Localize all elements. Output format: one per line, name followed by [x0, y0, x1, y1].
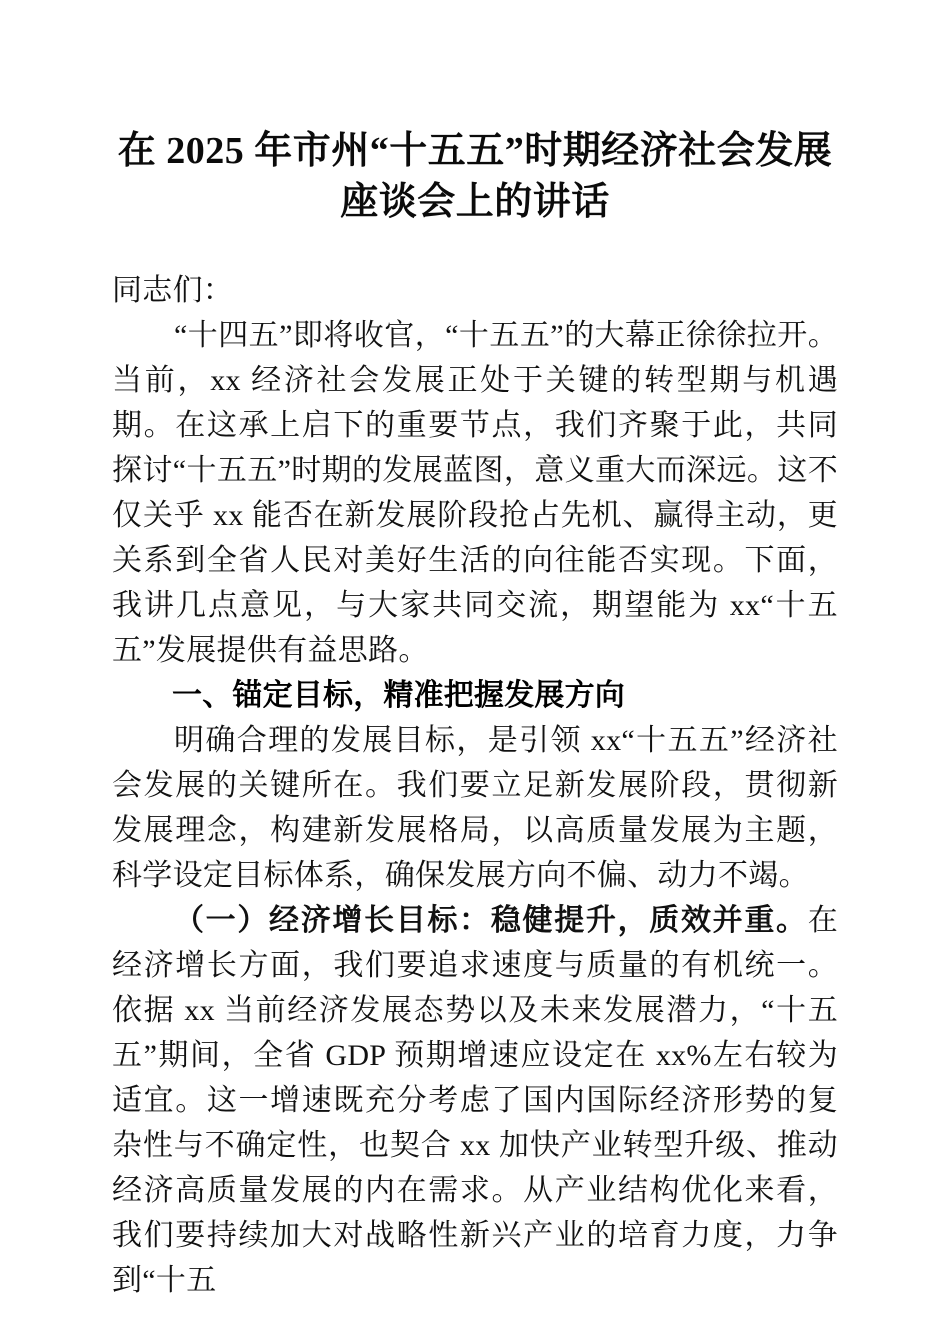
document-body	[112, 268, 838, 1303]
subsection-1-lead: （一）经济增长目标：稳健提升，质效并重。	[174, 904, 808, 937]
paragraph-intro: “十四五”即将收官，“十五五”的大幕正徐徐拉开。当前，xx 经济社会发展正处于关键的转型期与机遇期。在这承上启下的重要节点，我们齐聚于此，共同探讨“十五五”时期的发展蓝图，意义重大而深远。这不仅关乎 xx 能否在新发展阶段抢占先机、赢得主动，更关系到全省人民对美好生活的向往能否实现。下面，我讲几点意见，与大家共同交流，期望能为 xx“十五五”发展提供有益思路。	[112, 319, 838, 667]
page-title-line-2: 座谈会上的讲话	[340, 181, 610, 223]
section-heading-1: 一、锚定目标，精准把握发展方向	[172, 679, 625, 712]
document-content	[112, 0, 838, 1303]
page-title-line-1: 在 2025 年市州“十五五”时期经济社会发展	[117, 130, 833, 172]
subsection-1-body: 在经济增长方面，我们要追求速度与质量的有机统一。依据 xx 当前经济发展态势以及未来发展潜力，“十五五”期间，全省 GDP 预期增速应设定在 xx%左右较为适宜。这一增速既充分考虑了国内国际经济形势的复杂性与不确定性，也契合 xx 加快产业转型升级、推动经济高质量发展的内在需求。从产业结构优化来看，我们要持续加大对战略性新兴产业的培育力度，力争到“十五	[112, 904, 838, 1297]
paragraph-section-1: 明确合理的发展目标，是引领 xx“十五五”经济社会发展的关键所在。我们要立足新发展阶段，贯彻新发展理念，构建新发展格局，以高质量发展为主题，科学设定目标体系，确保发展方向不偏、动力不竭。	[112, 724, 838, 892]
salutation: 同志们：	[112, 274, 234, 307]
paragraph-subsection-1	[112, 898, 838, 1303]
page-title	[112, 0, 838, 228]
